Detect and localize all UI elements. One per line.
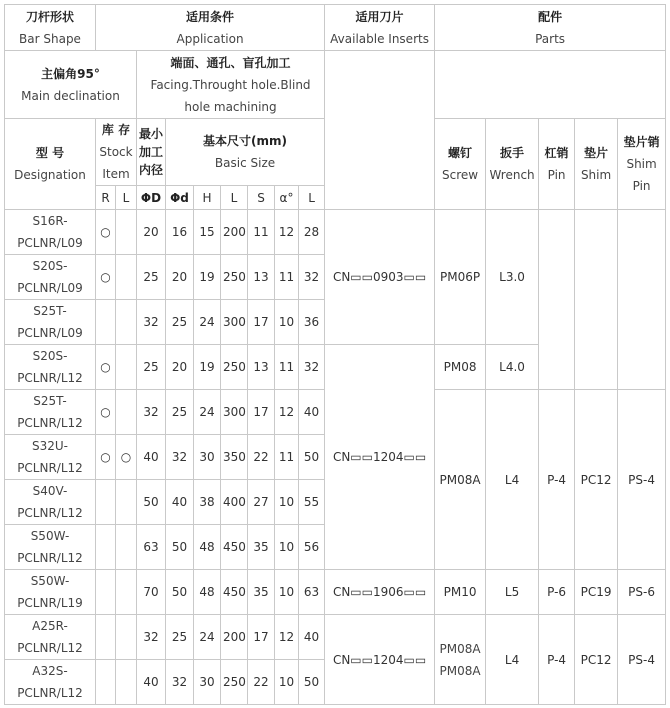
stock-r-cell: ○	[96, 255, 116, 300]
header-inserts	[325, 5, 435, 51]
stock-r-cell: ○	[96, 345, 116, 390]
stock-l-cell	[116, 525, 137, 570]
designation-cell	[5, 435, 96, 480]
parts-cn: 配件	[538, 9, 563, 24]
shim-en: Shim	[580, 168, 612, 182]
col-phid: Φd	[166, 186, 194, 210]
application-cn: 适用条件	[186, 9, 235, 24]
screw-cell: PM10	[435, 570, 486, 615]
designation-header	[5, 119, 96, 210]
designation-cell	[5, 255, 96, 300]
min-bore-header	[137, 119, 166, 186]
designation-line1: S25T-	[33, 304, 67, 318]
header-parts	[435, 5, 666, 51]
insert-cell: CN▭▭1204▭▭	[325, 615, 435, 705]
s-cell: 22	[248, 660, 275, 705]
designation-line2: PCLNR/L12	[17, 506, 83, 520]
alpha-cell: 10	[275, 570, 299, 615]
pin-cn: 杠销	[544, 146, 569, 160]
designation-cell	[5, 525, 96, 570]
screw-cell: PM08	[435, 345, 486, 390]
application-en: Application	[176, 31, 244, 46]
application-desc-en: Facing.Throught hole.Blind hole machining	[150, 77, 311, 114]
screw-cell: PM06P	[435, 210, 486, 345]
s-cell: 22	[248, 435, 275, 480]
designation-line1: S25T-	[33, 394, 67, 408]
len-cell: 300	[221, 300, 248, 345]
designation-cell	[5, 210, 96, 255]
h-cell: 15	[194, 210, 221, 255]
wrench-en: Wrench	[489, 168, 535, 182]
inserts-en: Available Inserts	[330, 31, 429, 46]
stock-r-cell	[96, 525, 116, 570]
len-cell: 200	[221, 615, 248, 660]
screw-line2: PM08A	[439, 663, 481, 678]
screw-en: Screw	[442, 168, 479, 182]
designation-cn: 型 号	[35, 146, 65, 160]
col-alpha: α°	[275, 186, 299, 210]
len-cell: 250	[221, 660, 248, 705]
h-cell: 24	[194, 300, 221, 345]
stock-l-cell	[116, 345, 137, 390]
designation-line2: PCLNR/L12	[17, 686, 83, 700]
l2-cell: 50	[299, 660, 325, 705]
designation-cell	[5, 390, 96, 435]
phiD-cell: 32	[137, 390, 166, 435]
stock-l-cell	[116, 660, 137, 705]
pin-cell: P-4	[539, 390, 575, 570]
l2-cell: 32	[299, 345, 325, 390]
table-row	[5, 570, 666, 615]
stock-l-cell	[116, 570, 137, 615]
wrench-cell: L4	[486, 390, 539, 570]
table-row	[5, 615, 666, 660]
pin-cell: P-4	[539, 615, 575, 705]
phid-cell: 20	[166, 255, 194, 300]
alpha-cell: 11	[275, 435, 299, 480]
shim-pin-cn: 垫片销	[623, 135, 660, 149]
stock-l-cell	[116, 210, 137, 255]
col-phiD: ΦD	[137, 186, 166, 210]
phiD-cell: 32	[137, 615, 166, 660]
wrench-cell: L3.0	[486, 210, 539, 345]
designation-line2: PCLNR/L12	[17, 416, 83, 430]
phiD-cell: 25	[137, 345, 166, 390]
shim-header	[575, 119, 618, 210]
phid-cell: 32	[166, 660, 194, 705]
col-r: R	[96, 186, 116, 210]
stock-r-cell	[96, 300, 116, 345]
parts-empty-cell	[435, 51, 666, 119]
l2-cell: 63	[299, 570, 325, 615]
h-cell: 48	[194, 525, 221, 570]
designation-line1: A32S-	[32, 664, 68, 678]
shim-pin-en2: Pin	[632, 179, 651, 193]
spec-table	[4, 4, 666, 705]
h-cell: 19	[194, 345, 221, 390]
stock-r-cell: ○	[96, 435, 116, 480]
inserts-cn: 适用刀片	[355, 9, 404, 24]
shim-cell: PC12	[575, 390, 618, 570]
designation-line1: S40V-	[32, 484, 68, 498]
screw-cell	[435, 615, 486, 705]
designation-line1: A25R-	[32, 619, 68, 633]
wrench-cell: L5	[486, 570, 539, 615]
alpha-cell: 10	[275, 300, 299, 345]
s-cell: 27	[248, 480, 275, 525]
parts-en: Parts	[535, 31, 566, 46]
phid-cell: 20	[166, 345, 194, 390]
stock-r-cell	[96, 570, 116, 615]
designation-line2: PCLNR/L09	[17, 326, 83, 340]
shim-cn: 垫片	[584, 146, 609, 160]
bar-shape-cn: 刀杆形状	[25, 9, 74, 24]
phiD-cell: 25	[137, 255, 166, 300]
stock-en2: Item	[102, 167, 130, 181]
designation-line1: S20S-	[32, 259, 68, 273]
designation-cell	[5, 345, 96, 390]
h-cell: 24	[194, 390, 221, 435]
header-bar-shape	[5, 5, 96, 51]
l2-cell: 28	[299, 210, 325, 255]
h-cell: 48	[194, 570, 221, 615]
alpha-cell: 10	[275, 480, 299, 525]
col-l: L	[116, 186, 137, 210]
main-declination-cn: 主偏角95°	[41, 66, 100, 81]
col-l2: L	[299, 186, 325, 210]
l2-cell: 36	[299, 300, 325, 345]
application-desc-cn: 端面、通孔、盲孔加工	[170, 55, 291, 70]
phid-cell: 50	[166, 570, 194, 615]
phiD-cell: 70	[137, 570, 166, 615]
main-declination-en: Main declination	[21, 88, 120, 103]
stock-r-cell: ○	[96, 210, 116, 255]
stock-l-cell	[116, 300, 137, 345]
stock-l-cell: ○	[116, 435, 137, 480]
designation-line2: PCLNR/L09	[17, 236, 83, 250]
s-cell: 17	[248, 300, 275, 345]
h-cell: 24	[194, 615, 221, 660]
alpha-cell: 11	[275, 345, 299, 390]
l2-cell: 50	[299, 435, 325, 480]
shim-pin-cell: PS-4	[618, 615, 666, 705]
shim-pin-en1: Shim	[626, 157, 657, 171]
shim-pin-cell	[618, 210, 666, 390]
phiD-cell: 63	[137, 525, 166, 570]
s-cell: 35	[248, 525, 275, 570]
screw-cell: PM08A	[435, 390, 486, 570]
s-cell: 17	[248, 615, 275, 660]
l2-cell: 40	[299, 390, 325, 435]
alpha-cell: 10	[275, 660, 299, 705]
main-declination-cell	[5, 51, 137, 119]
alpha-cell: 12	[275, 615, 299, 660]
min-bore-label: 最小加工内径	[138, 127, 163, 177]
s-cell: 11	[248, 210, 275, 255]
len-cell: 250	[221, 255, 248, 300]
alpha-cell: 12	[275, 210, 299, 255]
phid-cell: 32	[166, 435, 194, 480]
shim-pin-cell: PS-4	[618, 390, 666, 570]
stock-cn: 库 存	[101, 123, 131, 137]
screw-cn: 螺钉	[448, 146, 473, 160]
screw-header	[435, 119, 486, 210]
phiD-cell: 40	[137, 660, 166, 705]
s-cell: 13	[248, 255, 275, 300]
pin-cell: P-6	[539, 570, 575, 615]
phiD-cell: 32	[137, 300, 166, 345]
designation-line1: S20S-	[32, 349, 68, 363]
shim-cell: PC19	[575, 570, 618, 615]
phid-cell: 25	[166, 390, 194, 435]
len-cell: 200	[221, 210, 248, 255]
stock-l-cell	[116, 390, 137, 435]
shim-pin-cell: PS-6	[618, 570, 666, 615]
s-cell: 13	[248, 345, 275, 390]
insert-cell: CN▭▭1204▭▭	[325, 345, 435, 570]
table-row	[5, 210, 666, 255]
col-h: H	[194, 186, 221, 210]
phid-cell: 16	[166, 210, 194, 255]
designation-line2: PCLNR/L12	[17, 461, 83, 475]
pin-header	[539, 119, 575, 210]
designation-line1: S32U-	[32, 439, 68, 453]
stock-l-cell	[116, 615, 137, 660]
l2-cell: 56	[299, 525, 325, 570]
wrench-header	[486, 119, 539, 210]
stock-r-cell	[96, 615, 116, 660]
bar-shape-en: Bar Shape	[19, 31, 81, 46]
designation-line1: S16R-	[32, 214, 68, 228]
stock-r-cell	[96, 480, 116, 525]
designation-cell	[5, 615, 96, 660]
shim-cell: PC12	[575, 615, 618, 705]
stock-header	[96, 119, 137, 186]
designation-line2: PCLNR/L12	[17, 641, 83, 655]
len-cell: 400	[221, 480, 248, 525]
stock-r-cell: ○	[96, 390, 116, 435]
designation-line2: PCLNR/L09	[17, 281, 83, 295]
l2-cell: 32	[299, 255, 325, 300]
s-cell: 35	[248, 570, 275, 615]
alpha-cell: 12	[275, 390, 299, 435]
h-cell: 30	[194, 660, 221, 705]
pin-en: Pin	[547, 168, 566, 182]
inserts-empty-cell	[325, 51, 435, 210]
phid-cell: 50	[166, 525, 194, 570]
shim-pin-header	[618, 119, 666, 210]
wrench-cn: 扳手	[500, 146, 525, 160]
col-s: S	[248, 186, 275, 210]
basic-size-header	[166, 119, 325, 186]
pin-cell	[539, 210, 575, 390]
basic-size-en: Basic Size	[214, 156, 276, 170]
h-cell: 19	[194, 255, 221, 300]
phiD-cell: 50	[137, 480, 166, 525]
designation-cell	[5, 570, 96, 615]
application-desc-cell	[137, 51, 325, 119]
len-cell: 450	[221, 525, 248, 570]
stock-l-cell	[116, 255, 137, 300]
header-application	[96, 5, 325, 51]
shim-cell	[575, 210, 618, 390]
basic-size-cn: 基本尺寸(mm)	[203, 134, 288, 148]
designation-line1: S50W-	[30, 574, 70, 588]
designation-cell	[5, 660, 96, 705]
len-cell: 300	[221, 390, 248, 435]
designation-cell	[5, 480, 96, 525]
len-cell: 250	[221, 345, 248, 390]
designation-line2: PCLNR/L12	[17, 551, 83, 565]
phiD-cell: 40	[137, 435, 166, 480]
len-cell: 450	[221, 570, 248, 615]
h-cell: 38	[194, 480, 221, 525]
designation-cell	[5, 300, 96, 345]
stock-l-cell	[116, 480, 137, 525]
designation-line2: PCLNR/L19	[17, 596, 83, 610]
insert-cell: CN▭▭1906▭▭	[325, 570, 435, 615]
len-cell: 350	[221, 435, 248, 480]
col-len: L	[221, 186, 248, 210]
l2-cell: 55	[299, 480, 325, 525]
insert-cell: CN▭▭0903▭▭	[325, 210, 435, 345]
wrench-cell: L4	[486, 615, 539, 705]
screw-line1: PM08A	[439, 641, 481, 656]
phid-cell: 25	[166, 300, 194, 345]
stock-en1: Stock	[99, 145, 133, 159]
alpha-cell: 11	[275, 255, 299, 300]
phid-cell: 40	[166, 480, 194, 525]
alpha-cell: 10	[275, 525, 299, 570]
h-cell: 30	[194, 435, 221, 480]
wrench-cell: L4.0	[486, 345, 539, 390]
designation-line2: PCLNR/L12	[17, 371, 83, 385]
designation-en: Designation	[14, 168, 86, 182]
l2-cell: 40	[299, 615, 325, 660]
phid-cell: 25	[166, 615, 194, 660]
s-cell: 17	[248, 390, 275, 435]
phiD-cell: 20	[137, 210, 166, 255]
designation-line1: S50W-	[30, 529, 70, 543]
stock-r-cell	[96, 660, 116, 705]
